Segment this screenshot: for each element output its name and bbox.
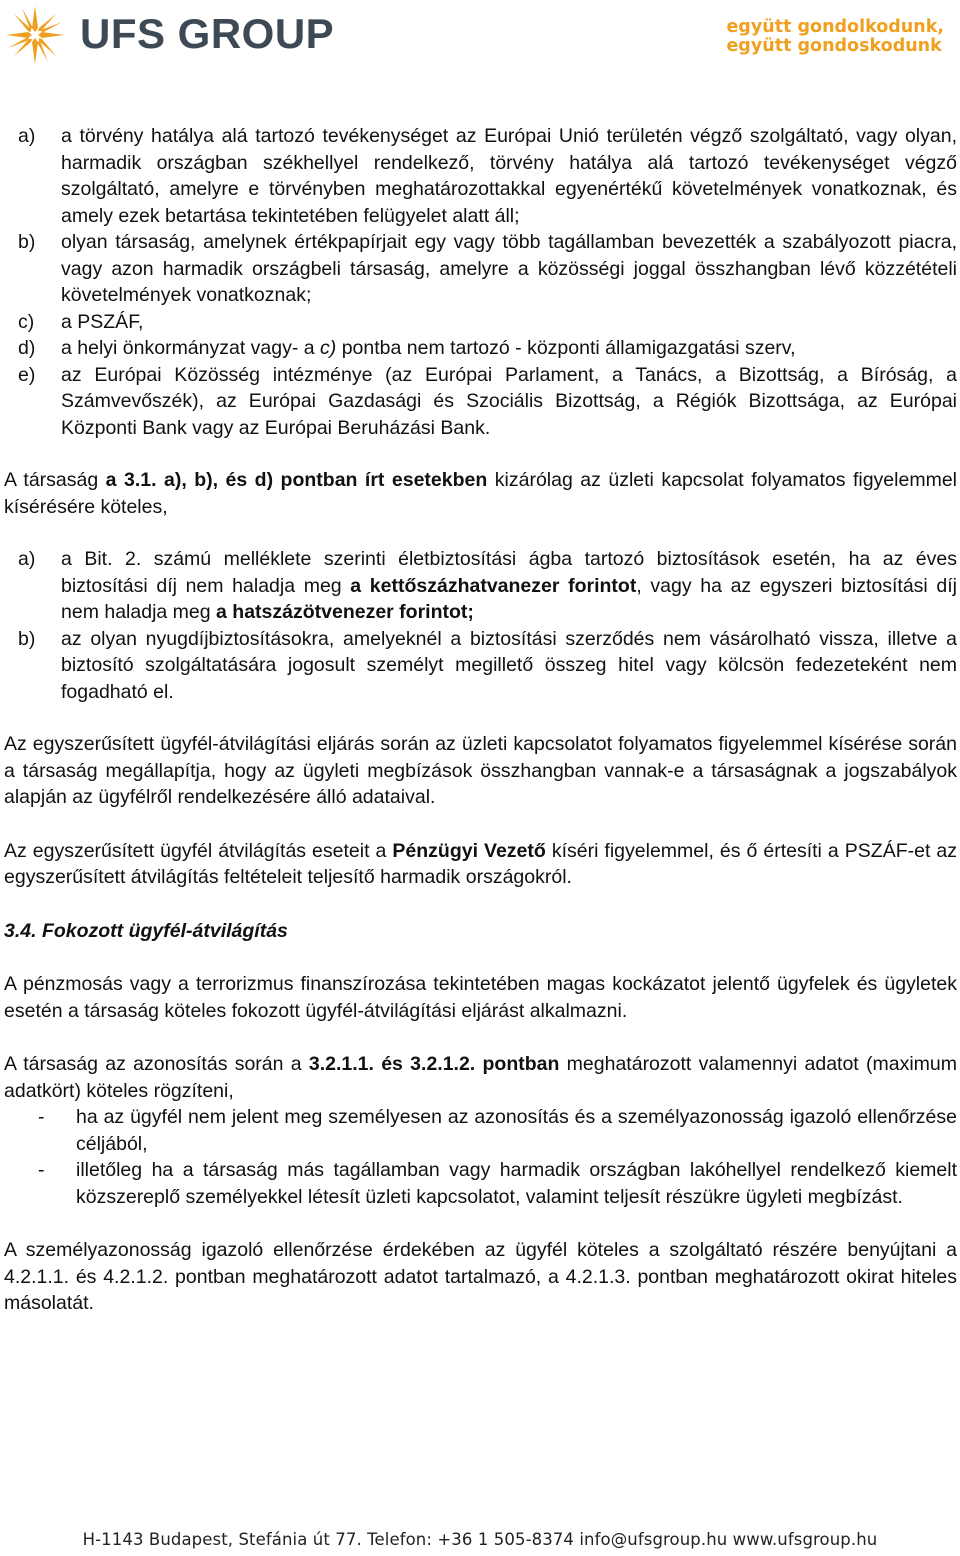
list-item: c) a PSZÁF, xyxy=(18,310,144,333)
dash-list xyxy=(4,1104,957,1210)
paragraph: A személyazonosság igazoló ellenőrzése érdekében az ügyfél köteles a szolgáltató részére benyújtani a 4.2.1.1. és 4.2.1.2. pontban meghatározott adatot tartalmazó, a 4.2.1.3. pontban meghatározott okirat hiteles másolatát. xyxy=(4,1239,957,1314)
paragraph: A társaság az azonosítás során a 3.2.1.1. és 3.2.1.2. pontban meghatározott valamennyi adatot (maximum adatkört) köteles rögzíteni, xyxy=(4,1053,957,1102)
list-item: d) a helyi önkormányzat vagy- a c) pontba nem tartozó - központi államigazgatási szerv, xyxy=(18,337,796,359)
list-item: b) olyan társaság, amelynek értékpapírjait egy vagy több tagállamban bevezették a szabályozott piacra, vagy azon harmadik országbeli társaság, amelyre a közösségi joggal összhangban lévő közzétételi követelmények vonatkoznak; xyxy=(18,231,957,306)
list-item: - illetőleg ha a társaság más tagállamban vagy harmadik országban lakóhellyel rendelkező kiemelt közszereplő személyekkel létesít üzleti kapcsolatot, valamint teljesít részükre ügyleti megbízást. xyxy=(38,1159,957,1208)
slogan xyxy=(726,18,944,56)
slogan-line-2: együtt gondoskodunk xyxy=(726,36,942,56)
sunburst-logo-icon xyxy=(4,4,66,66)
paragraph: Az egyszerűsített ügyfél átvilágítás eseteit a Pénzügyi Vezető kíséri figyelemmel, és ő értesíti a PSZÁF-et az egyszerűsített átvilágítás feltételeit teljesítő harmadik országokról. xyxy=(4,839,957,888)
list-item: b) az olyan nyugdíjbiztosításokra, amelyeknél a biztosítási szerződés nem vásárolható vissza, illetve a biztosító szolgáltatására jogosult személyt megillető összeg hitel vagy kölcsön fedezeteként nem fogadható el. xyxy=(18,627,957,703)
logo-wordmark: UFS GROUP xyxy=(80,10,335,57)
list-item: e) az Európai Közösség intézménye (az Európai Parlament, a Tanács, a Bizottság, a Bíróság, a Számvevőszék), az Európai Gazdasági és Szociális Bizottság, a Régiók Bizottsága, az Európai Központi Bank vagy az Európai Beruházási Bank. xyxy=(18,363,957,439)
page-header xyxy=(0,0,960,72)
paragraph: A társaság a 3.1. a), b), és d) pontban írt esetekben kizárólag az üzleti kapcsolat folyamatos figyelemmel kísérésére köteles, xyxy=(4,469,957,518)
exemption-list xyxy=(4,546,957,705)
list-item: - ha az ügyfél nem jelent meg személyesen az azonosítás és a személyazonosság igazoló ellenőrzése céljából, xyxy=(38,1106,957,1155)
list-item: a) a Bit. 2. számú melléklete szerinti életbiztosítási ágba tartozó biztosítások esetén, ha az éves biztosítási díj nem haladja meg a kettőszázhatvanezer forintot, vagy ha az egyszeri biztosítási díj nem haladja meg a hatszázötvenezer forintot; xyxy=(18,548,958,623)
paragraph: A pénzmosás vagy a terrorizmus finanszírozása tekintetében magas kockázatot jelentő ügyfelek és ügyletek esetén a társaság köteles fokozott ügyfél-átvilágítási eljárást alkalmazni. xyxy=(4,973,957,1022)
slogan-line-1: együtt gondolkodunk, xyxy=(726,17,944,37)
section-heading: 3.4. Fokozott ügyfél-átvilágítás xyxy=(4,919,288,942)
entity-list xyxy=(4,123,957,441)
list-item: a) a törvény hatálya alá tartozó tevékenységet az Európai Unió területén végző szolgáltató, vagy olyan, harmadik országban székhellyel rendelkező, törvény hatálya alá tartozó tevékenységet végző szolgáltató, amelyre e törvényben meghatározottakkal egyenértékű követelmények vonatkoznak, és amely ezek betartása tekintetében felügyelet alatt áll; xyxy=(18,125,957,227)
paragraph: Az egyszerűsített ügyfél-átvilágítási eljárás során az üzleti kapcsolatot folyamatos figyelemmel kísérése során a társaság megállapítja, hogy az ügyleti megbízások összhangban vannak-e a társaságnak a jogszabályok alapján az ügyfélről rendelkezésére álló adataival. xyxy=(4,733,957,808)
page-footer: H-1143 Budapest, Stefánia út 77. Telefon: +36 1 505-8374 info@ufsgroup.hu www.ufsgroup.hu xyxy=(82,1530,878,1549)
document-body xyxy=(4,123,957,1317)
